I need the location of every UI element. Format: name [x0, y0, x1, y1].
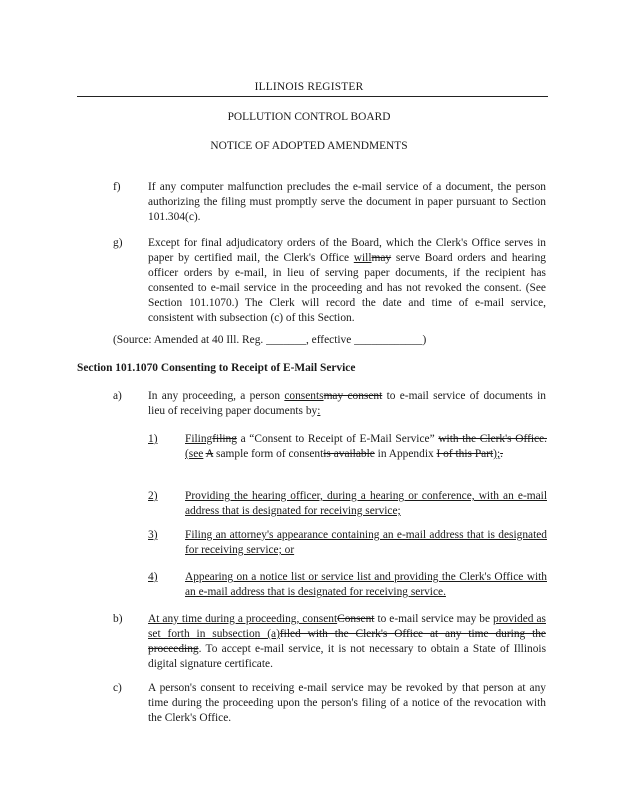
agency-title: POLLUTION CONTROL BOARD [227, 111, 391, 123]
register-header: ILLINOIS REGISTER [254, 81, 364, 93]
inserted-text: (see [185, 448, 204, 460]
header-rule [77, 96, 548, 97]
notice-title: NOTICE OF ADOPTED AMENDMENTS [210, 140, 408, 152]
item-4-label: 4) [148, 571, 158, 583]
inserted-text: provided as set forth in subsection (a) [148, 613, 546, 640]
para-a-label: a) [113, 390, 122, 402]
source-note: (Source: Amended at 40 Ill. Reg. _______, effective ____________) [113, 334, 427, 346]
inserted-text: will [353, 252, 372, 264]
para-b-text: At any time during a proceeding, consentConsent to e-mail service may be provided as set forth in subsection (a)filed with the Clerk's Office at any time during the proceeding. To accept e-mail service, it is not necessary to obtain a State of Illinois digital signature certificate. [148, 613, 546, 670]
deleted-text: with the Clerk's Office. [438, 433, 547, 445]
deleted-text: is available [323, 448, 375, 460]
deleted-text: may consent [323, 390, 383, 402]
deleted-text: Consent [337, 613, 375, 625]
para-f-text: If any computer malfunction precludes the e-mail service of a document, the person authorizing the filing must promptly serve the document in paper pursuant to Section 101.304(c). [148, 181, 546, 223]
inserted-text: At any time during a proceeding, consent [148, 613, 338, 625]
deleted-text: . [500, 448, 503, 460]
deleted-text: I of this Part [436, 448, 494, 460]
item-2-text: Providing the hearing officer, during a hearing or conference, with an e-mail address that is designated for receiving service; [185, 490, 547, 517]
item-2-label: 2) [148, 490, 158, 502]
inserted-text: Filing [185, 433, 213, 445]
deleted-text: A [205, 448, 214, 460]
para-a-text: In any proceeding, a person consentsmay consent to e-mail service of documents in lieu of receiving paper documents by: [148, 390, 546, 417]
para-g-label: g) [113, 237, 123, 249]
item-1-label: 1) [148, 433, 158, 445]
item-1-text: Filingfiling a “Consent to Receipt of E-Mail Service” with the Clerk's Office. (see A sample form of consentis available in Appendix I of this Part);. [185, 433, 547, 460]
para-b-label: b) [113, 613, 123, 625]
inserted-text: consents [284, 390, 324, 402]
deleted-text: may [371, 252, 392, 264]
para-c-text: A person's consent to receiving e-mail service may be revoked by that person at any time during the proceeding upon the person's filing of a notice of the revocation with the Clerk's Office. [148, 682, 546, 724]
para-c-label: c) [113, 682, 122, 694]
item-3-text: Filing an attorney's appearance containing an e-mail address that is designated for receiving service; or [185, 529, 547, 556]
section-heading: Section 101.1070 Consenting to Receipt of E-Mail Service [77, 362, 356, 374]
inserted-text: : [317, 405, 321, 417]
item-3-label: 3) [148, 529, 158, 541]
inserted-text: ); [493, 448, 501, 460]
item-4-text: Appearing on a notice list or service list and providing the Clerk's Office with an e-mail address that is designated for receiving service. [185, 571, 547, 598]
deleted-text: filing [212, 433, 237, 445]
deleted-text: filed with the Clerk's Office at any time during the proceeding [148, 628, 546, 655]
para-g-text: Except for final adjudicatory orders of the Board, which the Clerk's Office serves in paper by certified mail, the Clerk's Office willmay serve Board orders and hearing officer orders by e-mail, in lieu of serving paper documents, if the recipient has consented to e-mail service in the proceeding and has not revoked the consent. (See Section 101.1070.) The Clerk will record the date and time of e-mail service, consistent with subsection (c) of this Section. [148, 237, 546, 324]
para-f-label: f) [113, 181, 121, 193]
